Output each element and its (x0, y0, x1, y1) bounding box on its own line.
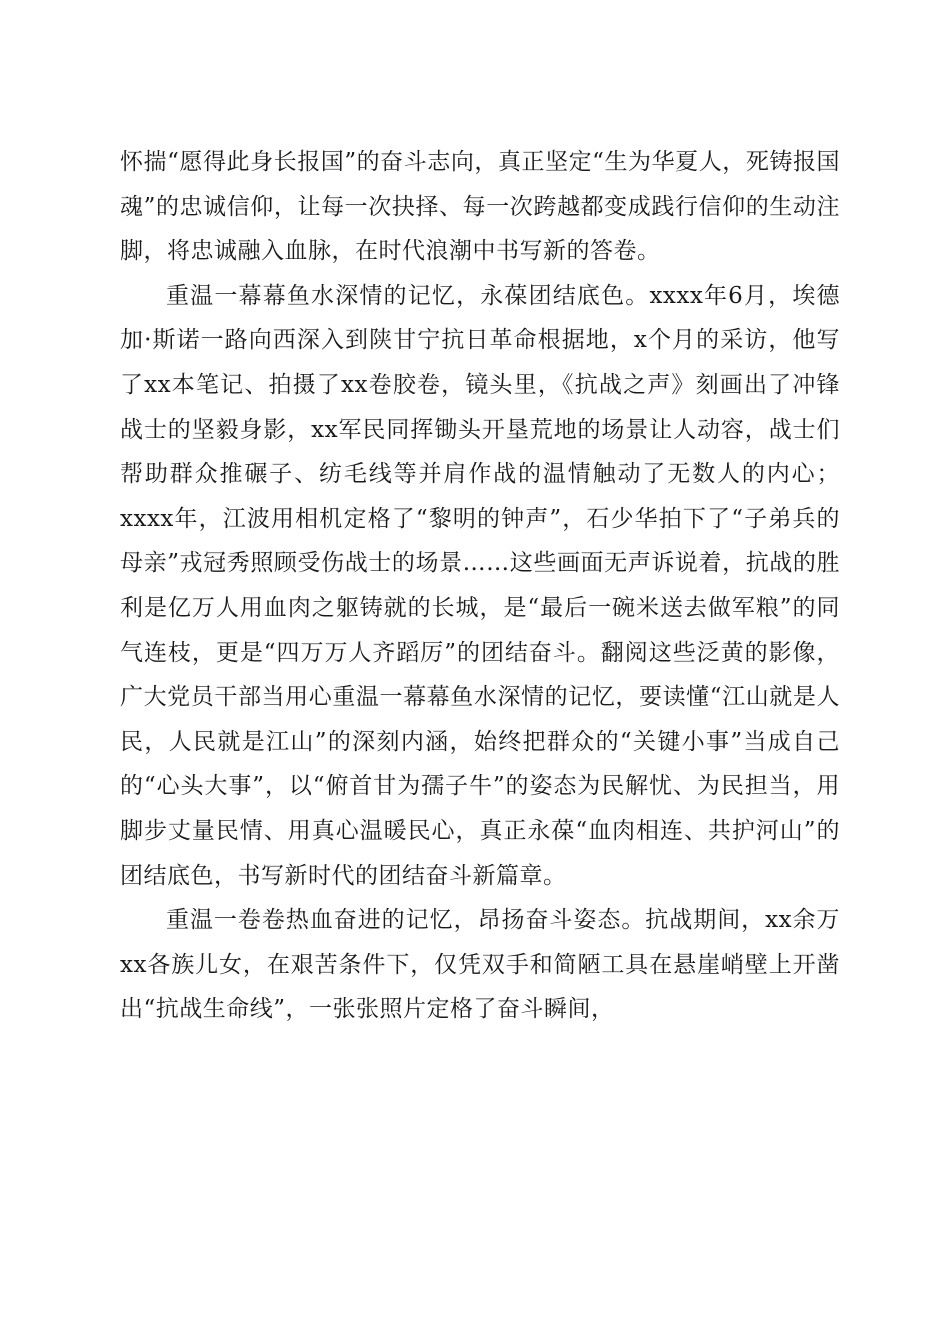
document-body (120, 140, 840, 1032)
paragraph-continuation: 怀揣“愿得此身长报国”的奋斗志向，真正坚定“生为华夏人，死铸报国魂”的忠诚信仰，让每一次抉择、每一次跨越都变成践行信仰的生动注脚，将忠诚融入血脉，在时代浪潮中书写新的答卷。 (120, 149, 840, 265)
paragraph-unity: 重温一幕幕鱼水深情的记忆，永葆团结底色。xxxx年6月，埃德加·斯诺一路向西深入到陕甘宁抗日革命根据地，x个月的采访，他写了xx本笔记、拍摄了xx卷胶卷，镜头里，《抗战之声》刻画出了冲锋战士的坚毅身影，xx军民同挥锄头开垦荒地的场景让人动容，战士们帮助群众推碾子、纺毛线等并肩作战的温情触动了无数人的内心；xxxx年，江波用相机定格了“黎明的钟声”，石少华拍下了“子弟兵的母亲”戎冠秀照顾受伤战士的场景……这些画面无声诉说着，抗战的胜利是亿万人用血肉之躯铸就的长城，是“最后一碗米送去做军粮”的同气连枝，更是“四万万人齐蹈厉”的团结奋斗。翻阅这些泛黄的影像，广大党员干部当用心重温一幕幕鱼水深情的记忆，要读懂“江山就是人民，人民就是江山”的深刻内涵，始终把群众的“关键小事”当成自己的“心头大事”，以“俯首甘为孺子牛”的姿态为民解忧、为民担当，用脚步丈量民情、用真心温暖民心，真正永葆“血肉相连、共护河山”的团结底色，书写新时代的团结奋斗新篇章。 (120, 282, 840, 889)
paragraph-struggle: 重温一卷卷热血奋进的记忆，昂扬奋斗姿态。抗战期间，xx余万xx各族儿女，在艰苦条件下，仅凭双手和简陋工具在悬崖峭壁上开凿出“抗战生命线”，一张张照片定格了奋斗瞬间， (120, 907, 840, 1023)
